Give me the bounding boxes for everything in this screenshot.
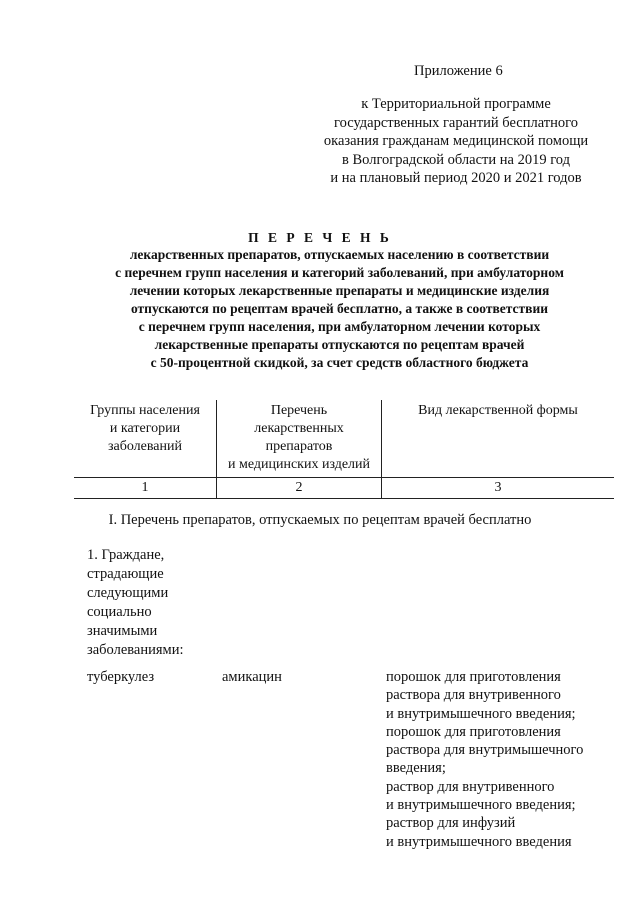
- annex-line: к Территориальной программе: [361, 96, 551, 112]
- subtitle-line: отпускаются по рецептам врачей бесплатно, а также в соответствии: [130, 301, 549, 316]
- header-table: [74, 400, 614, 499]
- subtitle-line: лечении которых лекарственные препараты и медицинские изделия: [129, 283, 550, 298]
- subtitle-line: с перечнем групп населения и категорий заболеваний, при амбулаторном: [115, 265, 564, 280]
- header-text: лекарственных: [254, 421, 344, 436]
- group-title-line: следующими: [87, 585, 169, 601]
- subtitle-line: лекарственные препараты отпускаются по рецептам врачей: [154, 337, 525, 352]
- subtitle-line: с перечнем групп населения, при амбулаторном лечении которых: [138, 319, 541, 334]
- header-text: и категории: [109, 421, 181, 436]
- header-cell-form: [382, 400, 615, 478]
- column-number: 1: [74, 478, 217, 499]
- annex-line: и на плановый период 2020 и 2021 годов: [330, 170, 582, 186]
- column-number: 3: [382, 478, 615, 499]
- document-subtitle: [62, 246, 617, 372]
- dosage-form-line: порошок для приготовления: [386, 669, 561, 685]
- dosage-form-line: и внутримышечного введения;: [386, 705, 576, 722]
- group-title-line: заболеваниями:: [87, 642, 184, 658]
- annex-line: оказания гражданам медицинской помощи: [323, 133, 589, 149]
- group-title-line: 1. Граждане,: [87, 547, 165, 563]
- table-header-row: [74, 400, 614, 478]
- header-text: Перечень: [270, 403, 328, 418]
- group-title-line: страдающие: [87, 566, 164, 582]
- annex-reference: [300, 95, 612, 188]
- drug-name: амикацин: [222, 669, 282, 685]
- section-heading: I. Перечень препаратов, отпускаемых по рецептам врачей бесплатно: [108, 512, 532, 528]
- header-text: Вид лекарственной формы: [418, 403, 578, 418]
- dosage-form-line: порошок для приготовления: [386, 723, 561, 740]
- subtitle-line: лекарственных препаратов, отпускаемых населению в соответствии: [129, 247, 550, 262]
- dosage-forms: [386, 668, 583, 851]
- group-title-line: социально: [87, 604, 152, 620]
- dosage-form-line: и внутримышечного введения: [386, 833, 572, 850]
- header-text: Группы населения: [90, 403, 200, 418]
- dosage-form-line: раствора для внутримышечного: [386, 742, 584, 759]
- group-title-line: значимыми: [87, 623, 158, 639]
- header-text: препаратов: [265, 439, 333, 454]
- table-number-row: [74, 478, 614, 499]
- header-text: заболеваний: [108, 439, 182, 454]
- dosage-form-line: раствора для внутривенного: [386, 687, 561, 704]
- dosage-form-line: введения;: [386, 760, 446, 777]
- annex-line: в Волгоградской области на 2019 год: [342, 151, 570, 168]
- header-cell-drugs: [217, 400, 382, 478]
- group-title: [87, 546, 184, 660]
- subtitle-line: с 50-процентной скидкой, за счет средств областного бюджета: [150, 355, 529, 370]
- disease-name: туберкулез: [87, 669, 155, 685]
- annex-line: государственных гарантий бесплатного: [334, 114, 578, 131]
- column-number: 2: [217, 478, 382, 499]
- annex-label: Приложение 6: [414, 63, 503, 79]
- header-text: и медицинских изделий: [227, 457, 371, 472]
- document-title: П Е Р Е Ч Е Н Ь: [248, 230, 392, 245]
- header-cell-groups: [74, 400, 217, 478]
- dosage-form-line: и внутримышечного введения;: [386, 797, 576, 814]
- dosage-form-line: раствор для инфузий: [386, 815, 516, 832]
- dosage-form-line: раствор для внутривенного: [386, 778, 555, 795]
